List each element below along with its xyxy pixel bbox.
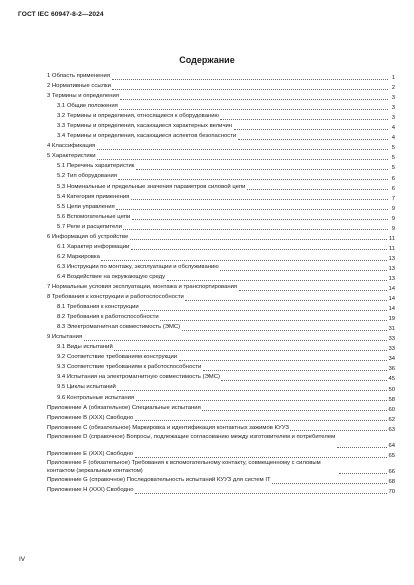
toc-entry-page: 31 <box>388 326 395 333</box>
toc-entry[interactable] <box>47 243 395 253</box>
toc-entry-page: 3 <box>391 115 395 122</box>
dot-leader <box>221 374 387 381</box>
toc-entry[interactable] <box>47 273 395 283</box>
toc-entry-title: 5.6 Вспомогательные цепи <box>57 213 131 220</box>
toc-entry[interactable] <box>47 162 395 172</box>
toc-entry-page: 5 <box>391 165 395 172</box>
toc-entry-title: 5.1 Перечень характеристик <box>57 163 135 170</box>
toc-entry-title: 8.2 Требования к работоспособности <box>57 314 159 321</box>
toc-entry-page: 13 <box>388 265 395 272</box>
toc-entry-page: 70 <box>388 489 395 496</box>
dot-leader <box>132 213 388 220</box>
toc-entry-page: 11 <box>388 245 395 252</box>
toc-entry-title: 3.2 Термины и определения, относящиеся к оборудованию <box>57 113 219 120</box>
toc-entry[interactable] <box>47 383 395 393</box>
toc-entry[interactable] <box>47 253 395 263</box>
toc-entry[interactable] <box>47 434 395 450</box>
dot-leader <box>203 364 387 371</box>
toc-entry-title: 3.4 Термины и определения, касающиеся аспектов безопасности <box>57 133 237 140</box>
toc-entry-title: 5.2 Тип оборудования <box>57 173 117 180</box>
toc-entry[interactable] <box>47 424 395 434</box>
toc-entry-page: 14 <box>388 306 395 313</box>
toc-entry[interactable] <box>47 92 395 102</box>
toc-entry[interactable] <box>47 323 395 333</box>
toc-entry-page: 14 <box>388 286 395 293</box>
dot-leader <box>290 424 387 431</box>
toc-entry[interactable] <box>47 183 395 193</box>
toc-entry[interactable] <box>47 414 395 424</box>
toc-entry-page: 5 <box>391 155 395 162</box>
dot-leader <box>116 203 387 210</box>
document-code: ГОСТ IEC 60947-8-2—2024 <box>18 11 104 18</box>
dot-leader <box>182 324 387 331</box>
dot-leader <box>131 193 388 200</box>
toc-entry-page: 33 <box>388 346 395 353</box>
toc-entry[interactable] <box>47 82 395 92</box>
toc-entry-title: 8.3 Электромагнитная совместимость (ЭМС) <box>57 324 181 331</box>
toc-entry-page: 14 <box>388 296 395 303</box>
dot-leader <box>160 314 387 321</box>
toc-entry-page: 6 <box>391 175 395 182</box>
toc-entry-title: Приложение F (обязательное) Требования к вспомогательному контакту, совмещенному с силовым контактом (зеркальным контактом) <box>47 460 321 474</box>
dot-leader <box>239 284 387 291</box>
toc-entry-page: 3 <box>391 105 395 112</box>
dot-leader <box>130 233 388 240</box>
toc-entry-title: 5.4 Категория применения <box>57 193 130 200</box>
toc-entry-title: Приложение D (справочное) Вопросы, подлежащие согласованию между изготовителем и потребителем <box>47 433 336 440</box>
toc-entry-title: 8.1 Требования к конструкции <box>57 304 139 311</box>
toc-entry[interactable] <box>47 303 395 313</box>
toc-entry-page: 45 <box>388 376 395 383</box>
dot-leader <box>101 254 387 261</box>
toc-entry-title: 5 Характеристики <box>47 153 96 160</box>
toc-entry-title: 6.3 Инструкции по монтажу, эксплуатации и обслуживанию <box>57 263 219 270</box>
toc-entry-page: 36 <box>388 366 395 373</box>
toc-entry[interactable] <box>47 404 395 414</box>
toc-entry-page: 64 <box>388 442 395 449</box>
dot-leader <box>167 274 387 281</box>
toc-entry-title: Приложение А (обязательное) Специальные испытания <box>47 404 201 411</box>
toc-entry-title: 9 Испытания <box>47 334 83 341</box>
dot-leader <box>337 441 387 448</box>
toc-entry[interactable] <box>47 112 395 122</box>
dot-leader <box>135 414 387 421</box>
toc-entry-title: Приложение Н (XXX) Свободно <box>47 487 134 494</box>
toc-entry-page: 5 <box>391 145 395 152</box>
toc-entry-page: 9 <box>391 225 395 232</box>
toc-entry-title: 9.3 Соответствие требованиям к работоспособности <box>57 364 202 371</box>
toc-entry-page: 62 <box>388 416 395 423</box>
toc-entry-title: 5.3 Номинальные и предельные значения параметров силовой цепи <box>57 183 246 190</box>
toc-entry-title: 7 Нормальные условия эксплуатации, монтажа и транспортирования <box>47 283 238 290</box>
toc-entry-title: 3.1 Общие положения <box>57 103 118 110</box>
dot-leader <box>118 173 387 180</box>
toc-entry[interactable] <box>47 72 395 82</box>
toc-entry-title: 9.6 Контрольные испытания <box>57 394 135 401</box>
dot-leader <box>112 83 387 90</box>
toc-entry[interactable] <box>47 450 395 460</box>
toc-entry[interactable] <box>47 233 395 243</box>
dot-leader <box>84 334 387 341</box>
toc-entry-page: 9 <box>391 205 395 212</box>
toc-entry[interactable] <box>47 353 395 363</box>
toc-entry-page: 50 <box>388 386 395 393</box>
dot-leader <box>136 163 388 170</box>
toc-entry-title: 9.2 Соответствие требованиям конструкции <box>57 354 178 361</box>
toc-entry[interactable] <box>47 172 395 182</box>
toc-entry[interactable] <box>47 152 395 162</box>
dot-leader <box>120 93 387 100</box>
toc-entry-title: 3 Термины и определения <box>47 93 119 100</box>
toc-entry-title: 9.1 Виды испытаний <box>57 344 113 351</box>
toc-entry-title: 9.5 Циклы испытаний <box>57 384 116 391</box>
toc-entry-page: 19 <box>388 316 395 323</box>
dot-leader <box>185 294 387 301</box>
toc-entry-title: 6.2 Маркировка <box>57 253 100 260</box>
toc-entry-title: 6 Информация об устройстве <box>47 233 129 240</box>
toc-entry[interactable] <box>47 223 395 233</box>
dot-leader <box>97 143 388 150</box>
dot-leader <box>117 384 387 391</box>
dot-leader <box>339 467 387 474</box>
dot-leader <box>140 304 387 311</box>
toc-entry[interactable] <box>47 193 395 203</box>
toc-entry-page: 68 <box>388 479 395 486</box>
table-of-contents <box>47 72 395 496</box>
toc-entry[interactable] <box>47 213 395 223</box>
toc-entry[interactable] <box>47 486 395 496</box>
toc-entry[interactable] <box>47 313 395 323</box>
toc-entry-page: 63 <box>388 426 395 433</box>
dot-leader <box>247 183 388 190</box>
toc-entry-page: 13 <box>388 255 395 262</box>
toc-entry-page: 33 <box>388 336 395 343</box>
toc-entry-title: Приложение Е (XXX) Свободно <box>47 450 134 457</box>
toc-entry[interactable] <box>47 293 395 303</box>
toc-entry-page: 13 <box>388 275 395 282</box>
toc-entry[interactable] <box>47 373 395 383</box>
dot-leader <box>179 354 387 361</box>
toc-entry-title: 9.4 Испытания на электромагнитную совместимость (ЭМС) <box>57 374 220 381</box>
page-number: IV <box>19 556 26 563</box>
dot-leader <box>220 113 387 120</box>
toc-entry-page: 65 <box>388 453 395 460</box>
dot-leader <box>131 243 388 250</box>
toc-entry-title: 6.1 Характер информации <box>57 243 130 250</box>
toc-entry-page: 4 <box>391 125 395 132</box>
dot-leader <box>119 103 387 110</box>
toc-entry[interactable] <box>47 102 395 112</box>
toc-entry[interactable] <box>47 394 395 404</box>
toc-entry-title: 1 Область применения <box>47 73 111 79</box>
toc-entry[interactable] <box>47 142 395 152</box>
toc-entry-title: 6.4 Воздействие на окружающую среду <box>57 273 166 280</box>
toc-entry-page: 7 <box>391 195 395 202</box>
dot-leader <box>238 133 388 140</box>
toc-entry-page: 6 <box>391 185 395 192</box>
toc-entry[interactable] <box>47 476 395 486</box>
toc-entry-page: 66 <box>388 469 395 476</box>
toc-entry[interactable] <box>47 343 395 353</box>
toc-entry-page: 9 <box>391 215 395 222</box>
toc-entry-page: 58 <box>388 396 395 403</box>
dot-leader <box>220 264 387 271</box>
dot-leader <box>136 394 387 401</box>
dot-leader <box>114 344 387 351</box>
toc-entry-title: 5.7 Реле и расцепители <box>57 223 122 230</box>
dot-leader <box>272 477 387 484</box>
toc-entry[interactable] <box>47 263 395 273</box>
dot-leader <box>202 404 387 411</box>
dot-leader <box>112 73 388 80</box>
dot-leader <box>97 153 387 160</box>
toc-entry-title: 4 Классификация <box>47 143 96 150</box>
toc-entry[interactable] <box>47 132 395 142</box>
toc-entry-page: 2 <box>391 85 395 92</box>
dot-leader <box>234 123 388 130</box>
toc-entry-title: 2 Нормативные ссылки <box>47 83 111 90</box>
toc-entry-page: 3 <box>391 95 395 102</box>
toc-title: Содержание <box>179 55 235 65</box>
dot-leader <box>123 223 387 230</box>
toc-entry[interactable] <box>47 122 395 132</box>
toc-entry[interactable] <box>47 363 395 373</box>
toc-entry-page: 4 <box>391 135 395 142</box>
toc-entry-page: 11 <box>388 235 395 242</box>
toc-entry-title: Приложение G (справочное) Последовательность испытаний КУУЗ для систем IT <box>47 477 271 484</box>
toc-entry[interactable] <box>47 283 395 293</box>
toc-entry[interactable] <box>47 460 395 476</box>
toc-entry-page: 60 <box>388 406 395 413</box>
toc-entry-title: Приложение В (XXX) Свободно <box>47 414 134 421</box>
dot-leader <box>135 451 387 458</box>
toc-entry-page: 34 <box>388 356 395 363</box>
toc-entry[interactable] <box>47 333 395 343</box>
toc-entry-title: 3.3 Термины и определения, касающиеся характерных величин <box>57 123 233 130</box>
dot-leader <box>135 487 387 494</box>
toc-entry-page: 1 <box>391 75 395 82</box>
toc-entry-title: 5.5 Цепи управления <box>57 203 115 210</box>
toc-entry-title: 8 Требования к конструкции и работоспособности <box>47 294 184 301</box>
toc-entry[interactable] <box>47 203 395 213</box>
toc-entry-title: Приложение С (обязательное) Маркировка и идентификация контактных зажимов КУУЗ <box>47 424 289 431</box>
